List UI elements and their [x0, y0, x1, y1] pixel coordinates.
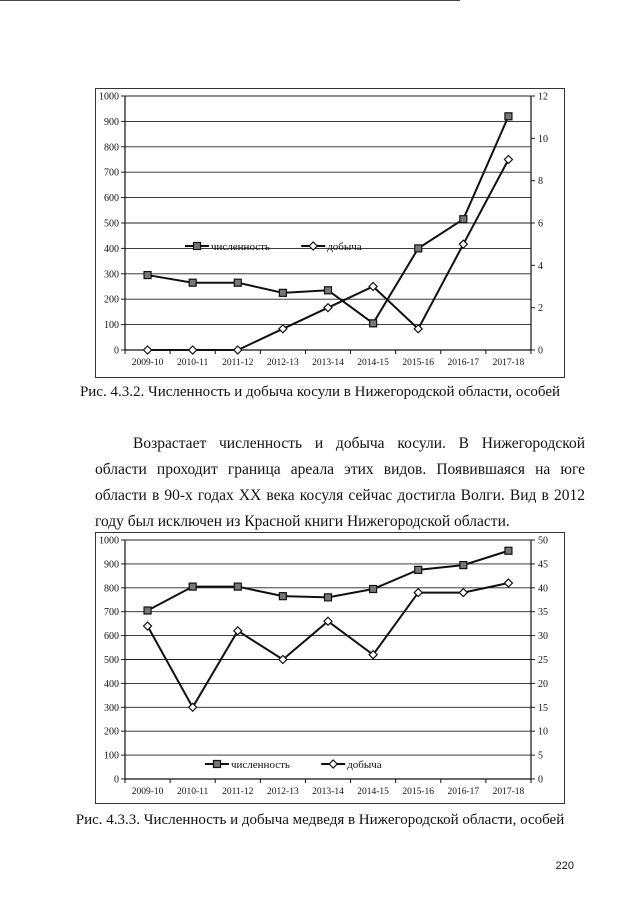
- chart2-series-2-point: [459, 589, 467, 597]
- chart1-right-tick-label: 6: [538, 218, 543, 230]
- chart1-right-tick-label: 10: [538, 133, 548, 145]
- chart2-series-1-point: [505, 547, 512, 554]
- chart2-left-tick-label: 1000: [99, 535, 119, 547]
- chart1-right-tick-label: 12: [538, 91, 548, 103]
- chart1-x-tick-label: 2012-13: [267, 358, 299, 368]
- body-paragraph-text: Возрастает численность и добыча косули. В Нижегородской области проходит граница ареала этих видов. Появившаяся на юге области в 90-х годах XX века косуля сейчас достигла Волги. Вид в 2012 году был исключен из Красной книги Нижегородской области.: [95, 435, 585, 530]
- chart2-left-tick-label: 600: [104, 631, 119, 643]
- chart1-x-tick-label: 2015-16: [402, 358, 435, 368]
- chart1-series-2-point: [324, 304, 332, 312]
- chart2-left-tick-label: 400: [104, 678, 119, 690]
- chart2-x-tick-label: 2016-17: [447, 787, 480, 797]
- chart2-series-1-point: [189, 583, 196, 590]
- chart2-right-tick-label: 45: [538, 559, 548, 571]
- chart2-series-2-point: [504, 579, 512, 587]
- page-number: 220: [555, 860, 574, 872]
- chart1-series-1-point: [144, 272, 151, 279]
- chart2-x-tick-label: 2013-14: [312, 787, 344, 797]
- chart1-right-tick-label: 2: [538, 303, 543, 315]
- chart1-left-tick-label: 400: [104, 243, 119, 255]
- chart2-x-tick-label: 2012-13: [267, 787, 299, 797]
- chart2-left-tick-label: 800: [104, 583, 119, 595]
- chart2-x-tick-label: 2010-11: [177, 787, 209, 797]
- caption-figure-2: Рис. 4.3.3. Численность и добыча медведя в Нижегородской области, особей: [75, 812, 565, 828]
- chart1-series-2-point: [279, 325, 287, 333]
- chart2-series-1-point: [415, 566, 422, 573]
- chart2-right-tick-label: 0: [538, 774, 543, 786]
- chart1-series-1-point: [415, 245, 422, 252]
- chart1-right-tick-label: 8: [538, 176, 543, 188]
- chart2-x-tick-label: 2014-15: [357, 787, 389, 797]
- chart1-series-1-point: [325, 287, 332, 294]
- chart1-x-tick-label: 2011-12: [222, 358, 254, 368]
- chart1-series-1-point: [234, 279, 241, 286]
- chart-bear: [95, 532, 565, 804]
- chart1-left-tick-label: 900: [104, 116, 119, 128]
- chart1-series-1-point: [370, 320, 377, 327]
- chart1-series-2-point: [189, 346, 197, 354]
- chart1-series-2-point: [234, 346, 242, 354]
- chart2-x-tick-label: 2011-12: [222, 787, 254, 797]
- chart1-left-tick-label: 300: [104, 269, 119, 281]
- chart-roe-deer: [95, 88, 565, 378]
- chart2-series-1-point: [234, 583, 241, 590]
- chart1-legend-label: добыча: [327, 241, 362, 253]
- chart2-right-tick-label: 30: [538, 631, 548, 643]
- chart2-left-tick-label: 700: [104, 607, 119, 619]
- chart2-left-tick-label: 500: [104, 655, 119, 666]
- chart1-right-tick-label: 0: [538, 345, 543, 357]
- chart2-left-tick-label: 300: [104, 702, 119, 714]
- chart2-left-tick-label: 200: [104, 726, 119, 738]
- chart2-right-tick-label: 10: [538, 726, 548, 738]
- chart1-left-tick-label: 700: [104, 167, 119, 179]
- chart1-x-tick-label: 2010-11: [177, 358, 209, 368]
- chart2-legend-swatch-marker: [214, 761, 221, 768]
- chart1-series-2-point: [459, 240, 467, 248]
- chart2-series-1-point: [279, 593, 286, 600]
- chart1-series-1-point: [505, 113, 512, 120]
- chart1-left-tick-label: 0: [114, 345, 119, 357]
- chart1-x-tick-label: 2009-10: [131, 358, 164, 368]
- chart2-left-tick-label: 100: [104, 750, 119, 762]
- scan-top-line: [0, 0, 460, 1]
- chart1-legend-label: численность: [211, 241, 270, 253]
- body-paragraph: [95, 431, 585, 535]
- chart1-left-tick-label: 200: [104, 294, 119, 306]
- chart1-series-2-point: [504, 156, 512, 164]
- chart2-series-1-point: [370, 585, 377, 592]
- chart2-legend-label: численность: [231, 759, 290, 771]
- chart1-legend-swatch-marker: [194, 243, 201, 250]
- chart1-x-tick-label: 2016-17: [447, 358, 480, 368]
- chart1-x-tick-label: 2014-15: [357, 358, 389, 368]
- chart2-right-tick-label: 5: [538, 750, 543, 762]
- chart1-x-tick-label: 2017-18: [492, 358, 525, 368]
- chart1-series-2-point: [144, 346, 152, 354]
- chart2-x-tick-label: 2017-18: [492, 787, 525, 797]
- chart2-series-1-point: [460, 562, 467, 569]
- chart1-series-1-point: [189, 279, 196, 286]
- chart1-left-tick-label: 600: [104, 193, 119, 205]
- chart2-right-tick-label: 15: [538, 702, 548, 714]
- chart2-left-tick-label: 900: [104, 559, 119, 571]
- chart1-frame: [96, 89, 565, 378]
- chart2-right-tick-label: 20: [538, 678, 548, 690]
- chart2-right-tick-label: 35: [538, 607, 548, 619]
- chart2-legend-label: добыча: [347, 759, 382, 771]
- chart1-right-tick-label: 4: [538, 260, 543, 272]
- chart2-legend-swatch-marker: [329, 760, 337, 768]
- chart1-series-1-point: [460, 216, 467, 223]
- chart1-left-tick-label: 100: [104, 320, 119, 332]
- chart1-left-tick-label: 500: [104, 218, 119, 230]
- chart2-left-tick-label: 0: [114, 774, 119, 786]
- chart2-series-1-point: [144, 607, 151, 614]
- chart2-right-tick-label: 40: [538, 583, 548, 595]
- chart2-series-1-line: [148, 551, 509, 611]
- chart2-x-tick-label: 2015-16: [402, 787, 435, 797]
- chart2-series-1-point: [325, 594, 332, 601]
- caption-figure-1: Рис. 4.3.2. Численность и добыча косули в Нижегородской области, особей: [79, 384, 561, 400]
- chart1-series-2-line: [148, 160, 509, 351]
- chart1-left-tick-label: 800: [104, 142, 119, 154]
- chart2-x-tick-label: 2009-10: [131, 787, 164, 797]
- chart2-series-2-line: [148, 583, 509, 707]
- chart2-right-tick-label: 50: [538, 535, 548, 547]
- chart1-x-tick-label: 2013-14: [312, 358, 344, 368]
- chart2-right-tick-label: 25: [538, 655, 548, 666]
- chart2-series-2-point: [144, 622, 152, 630]
- chart1-left-tick-label: 1000: [99, 91, 119, 103]
- chart1-series-1-point: [279, 289, 286, 296]
